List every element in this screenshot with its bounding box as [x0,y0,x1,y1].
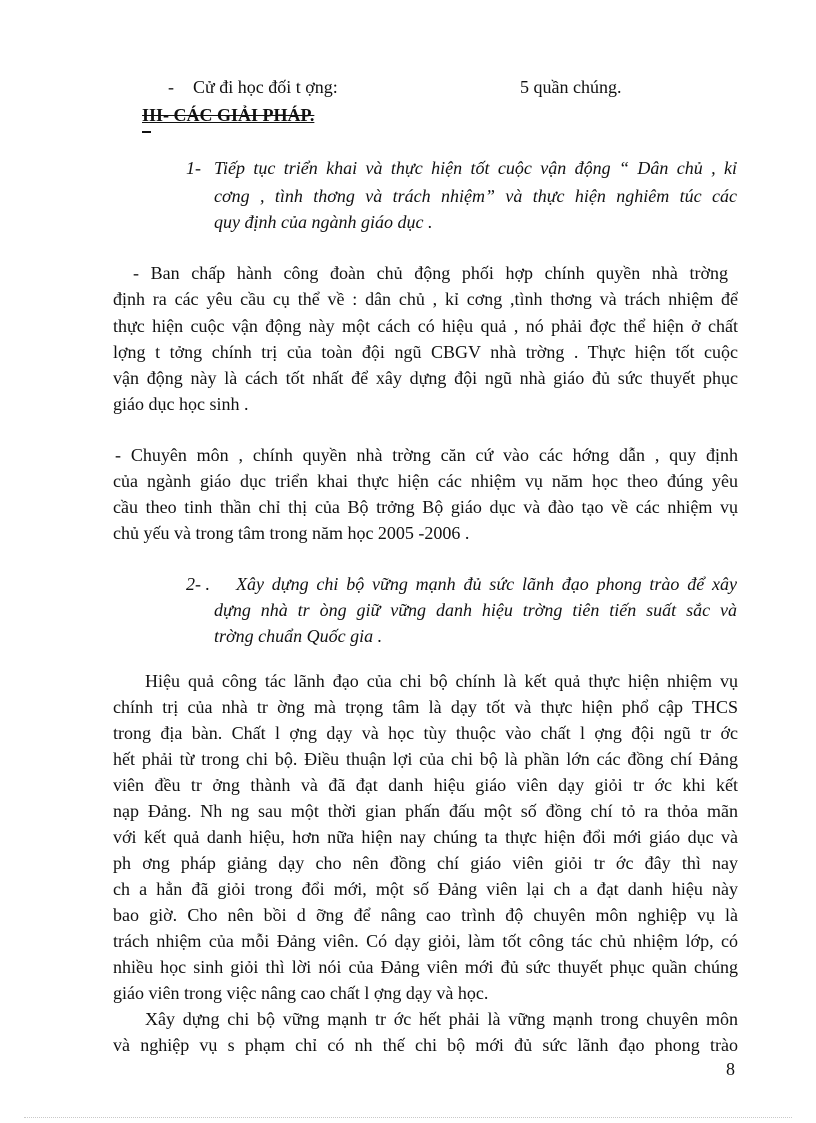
paragraph-line: nạp Đảng. Nh ng sau một thời gian phấn đấu một số đồng chí tỏ ra thỏa mãn [113,801,738,821]
solution-2-line: dựng nhà tr òng giữ vững danh hiệu trờng tiên tiến suất sắc và [214,600,737,620]
item-dash: - [168,77,174,97]
item-label: Cử đi học đối t ợng: [193,77,338,97]
solution-1-line: quy định của ngành giáo dục . [214,212,433,232]
item-value: 5 quần chúng. [520,77,622,97]
paragraph-line: Hiệu quả công tác lãnh đạo của chi bộ chính là kết quả thực hiện nhiệm vụ [145,671,738,691]
paragraph-line: chủ yếu và trong tâm trong năm học 2005 -2006 . [113,523,470,543]
page-bottom-rule [24,1117,792,1118]
paragraph-line: - Ban chấp hành công đoàn chủ động phối hợp chính quyền nhà trờng [133,263,728,283]
paragraph-line: trách nhiệm của mỗi Đảng viên. Có dạy giỏi, làm tốt công tác chủ nhiệm lớp, có [113,931,738,951]
solution-2-line: trờng chuẩn Quốc gia . [214,626,383,646]
solution-2-number: 2- . [186,574,210,594]
solution-1-line: cơng , tình thơng và trách nhiệm” và thực hiện nghiêm túc các [214,186,737,206]
paragraph-line: cầu theo tinh thần chỉ thị của Bộ trởng Bộ giáo dục và đào tạo về các nhiệm vụ [113,497,738,517]
paragraph-line: thực hiện cuộc vận động này một cách có hiệu quả , nó phải đợc thể hiện ở chất [113,316,738,336]
paragraph-line: giáo viên trong việc nâng cao chất l ợng dạy và học. [113,983,489,1003]
paragraph-line: định ra các yêu cầu cụ thể về : dân chủ , kỉ cơng ,tình thơng và trách nhiệm để [113,289,738,309]
paragraph-line: trong địa bàn. Chất l ợng dạy và học tùy thuộc vào chất l ợng đội ngũ tr ớc [113,723,738,743]
solution-1-number: 1- [186,158,201,178]
paragraph-line: lợng t tởng chính trị của toàn đội ngũ CBGV nhà trờng . Thực hiện tốt cuộc [113,342,738,362]
paragraph-line: bao giờ. Cho nên bồi d ỡng để nâng cao trình độ chuyên môn nghiệp vụ là [113,905,738,925]
paragraph-line: viên đều tr ởng thành và đã đạt danh hiệu giáo viên dạy giỏi tr ớc khi kết [113,775,738,795]
paragraph-line: với kết quả danh hiệu, hơn nữa hiện nay chúng ta thực hiện đổi mới giáo dục và [113,827,738,847]
paragraph-line: Xây dựng chi bộ vững mạnh tr ớc hết phải là vững mạnh trong chuyên môn [145,1009,738,1029]
paragraph-line: nhiều học sinh giỏi thì lời nói của Đảng viên mới đủ sức thuyết phục quần chúng [113,957,738,977]
paragraph-line: của ngành giáo dục triển khai thực hiện các nhiệm vụ năm học theo đúng yêu [113,471,738,491]
section-heading: III- CÁC GIẢI PHÁP. [142,105,315,125]
page-number: 8 [726,1059,735,1079]
heading-dash-mark [142,131,151,133]
paragraph-line: - Chuyên môn , chính quyền nhà trờng căn cứ vào các hớng dẫn , quy định [115,445,738,465]
paragraph-line: ph ơng pháp giảng dạy cho nên đồng chí giáo viên giỏi tr ớc đây thì nay [113,853,738,873]
paragraph-line: giáo dục học sinh . [113,394,249,414]
solution-2-line: Xây dựng chi bộ vững mạnh đủ sức lãnh đạo phong trào để xây [236,574,737,594]
solution-1-line: Tiếp tục triển khai và thực hiện tốt cuộc vận động “ Dân chủ , kỉ [214,158,737,178]
paragraph-line: vận động này là cách tốt nhất để xây dựng đội ngũ nhà giáo đủ sức thuyết phục [113,368,738,388]
paragraph-line: và nghiệp vụ s phạm chỉ có nh thế chi bộ mới đủ sức lãnh đạo phong trào [113,1035,738,1055]
paragraph-line: chính trị của nhà tr ờng mà trọng tâm là dạy tốt và thực hiện phổ cập THCS [113,697,738,717]
paragraph-line: ch a hẳn đã giỏi trong đổi mới, một số Đảng viên lại ch a đạt danh hiệu này [113,879,738,899]
paragraph-line: hết phải từ trong chi bộ. Điều thuận lợi của chi bộ là phần lớn các đồng chí Đảng [113,749,738,769]
